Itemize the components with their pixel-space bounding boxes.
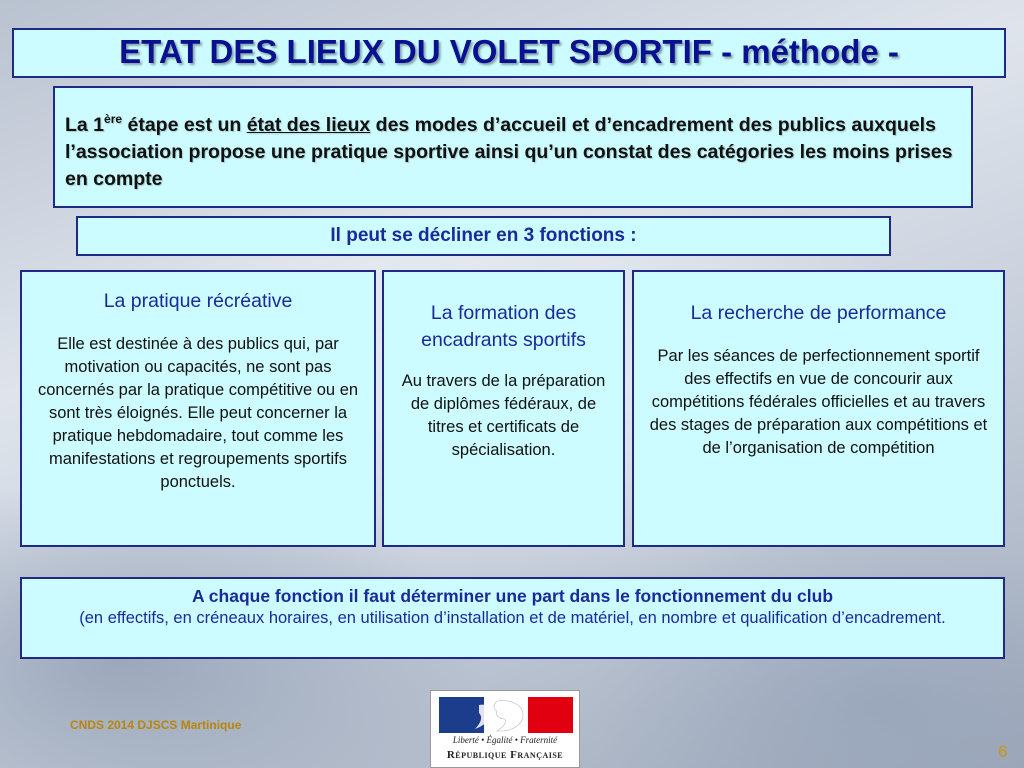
fonction-text: Au travers de la préparation de diplômes fédéraux, de titres et certificats de spécialisation. xyxy=(401,372,606,459)
intro-part2: étape est un xyxy=(122,114,247,136)
page-number: 6 xyxy=(998,742,1008,761)
republique-francaise-logo xyxy=(430,690,580,768)
logo-motto: Liberté • Égalité • Fraternité xyxy=(452,735,558,745)
intro-box xyxy=(53,86,973,208)
logo-name: République Française xyxy=(446,749,564,761)
marianne-flag-icon xyxy=(439,697,573,733)
intro-part1: La 1 xyxy=(65,114,105,136)
fonction-text: Par les séances de perfectionnement sportif des effectifs en vue de concourir aux compétitions fédérales officielles et au travers des stages de préparation aux compétitions et de l’organisation de compétition xyxy=(649,347,988,457)
fonction-card-performance xyxy=(632,270,1005,547)
fonction-title: La pratique récréative xyxy=(103,290,293,312)
fonction-title: La recherche de performance xyxy=(690,302,947,324)
intro-underlined: état des lieux xyxy=(246,114,371,136)
declinaison-text: Il peut se décliner en 3 fonctions : xyxy=(330,225,637,246)
fonction-title: La formation des encadrants sportifs xyxy=(421,302,586,351)
slide-title: ETAT DES LIEUX DU VOLET SPORTIF - méthode - xyxy=(119,33,899,70)
title-box xyxy=(12,28,1006,78)
declinaison-box xyxy=(76,216,891,256)
conclusion-box xyxy=(20,577,1005,659)
intro-sup: ère xyxy=(104,112,123,126)
fonction-text: Elle est destinée à des publics qui, par motivation ou capacités, ne sont pas concernés par la pratique compétitive ou en sont très éloignés. Elle peut concerner la pratique hebdomadaire, tout comme les manifestations et regroupements sportifs ponctuels. xyxy=(37,335,359,491)
fonction-card-formation xyxy=(382,270,625,547)
intro-text xyxy=(65,106,961,193)
footer-source: CNDS 2014 DJSCS Martinique xyxy=(70,718,242,732)
intro-part3: des modes d’accueil et d’encadrement des publics auxquels l’association propose une pratique sportive ainsi qu’un constat des catégories les moins prises en compte xyxy=(65,114,953,190)
conclusion-line2: (en effectifs, en créneaux horaires, en utilisation d’installation et de matériel, en nombre et qualification d’encadrement. xyxy=(79,609,946,627)
conclusion-line1: A chaque fonction il faut déterminer une part dans le fonctionnement du club xyxy=(191,586,834,606)
fonction-card-recreative xyxy=(20,270,376,547)
